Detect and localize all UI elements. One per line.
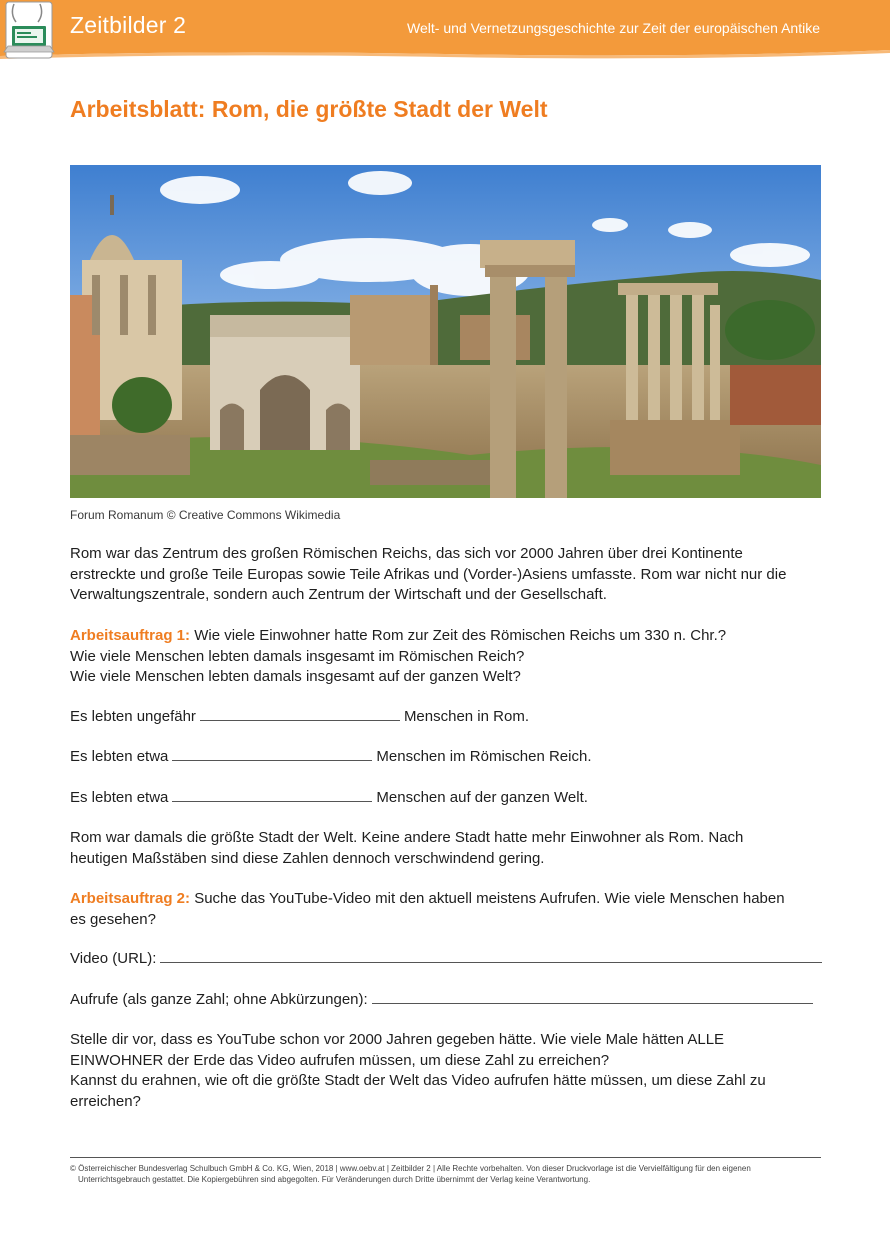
video-label: Video (URL): xyxy=(70,950,157,967)
fill-row-video xyxy=(70,949,826,969)
header-band xyxy=(0,0,890,62)
task2-question-cont: es gesehen? xyxy=(70,910,156,928)
closing-line: Kannst du erahnen, wie oft die größte Stadt der Welt das Video aufrufen hätte müssen, um diese Zahl zu xyxy=(70,1072,766,1089)
answer-blank-rome[interactable] xyxy=(200,707,400,721)
photo-caption: Forum Romanum © Creative Commons Wikimedia xyxy=(70,508,341,522)
intro-line: Verwaltungszentrale, sondern auch Zentrum der Wirtschaft und der Gesellschaft. xyxy=(70,586,607,603)
fill-row-world xyxy=(70,788,588,808)
forum-romanum-photo xyxy=(70,165,821,498)
views-label: Aufrufe (als ganze Zahl; ohne Abkürzungen): xyxy=(70,991,368,1008)
task2-label: Arbeitsauftrag 2: xyxy=(70,890,191,907)
task1-label: Arbeitsauftrag 1: xyxy=(70,627,191,644)
middle-line: heutigen Maßstäben sind diese Zahlen dennoch verschwindend gering. xyxy=(70,849,545,867)
header-subtitle: Welt- und Vernetzungsgeschichte zur Zeit der europäischen Antike xyxy=(407,20,820,36)
closing-line: erreichen? xyxy=(70,1092,141,1110)
task1-line: Wie viele Menschen lebten damals insgesamt im Römischen Reich? xyxy=(70,647,525,665)
fill-suffix: Menschen auf der ganzen Welt. xyxy=(376,789,588,806)
forum-romanum-illustration xyxy=(70,165,821,498)
fill-suffix: Menschen in Rom. xyxy=(403,708,529,725)
task2-question: Suche das YouTube-Video mit den aktuell meistens Aufrufen. Wie viele Menschen haben xyxy=(194,890,785,907)
footer-line: © Österreichischer Bundesverlag Schulbuch GmbH & Co. KG, Wien, 2018 | www.oebv.at | Zeitbilder 2 | Alle Rechte vorbehalten. Von dieser Druckvorlage ist die Vervielfältigung für den eigenen xyxy=(70,1164,751,1173)
middle-paragraph xyxy=(70,828,822,869)
laptop-worksheet-icon xyxy=(0,0,58,66)
task1-question: Wie viele Einwohner hatte Rom zur Zeit des Römischen Reichs um 330 n. Chr.? xyxy=(194,627,727,644)
middle-line: Rom war damals die größte Stadt der Welt. Keine andere Stadt hatte mehr Einwohner als Rom. Nach xyxy=(70,829,744,846)
task2-question-line xyxy=(70,889,822,910)
fill-prefix: Es lebten ungefähr xyxy=(70,708,196,725)
fill-row-rome xyxy=(70,707,529,727)
answer-blank-empire[interactable] xyxy=(172,747,372,761)
task1-block xyxy=(70,626,822,688)
task1-line: Wie viele Menschen lebten damals insgesamt auf der ganzen Welt? xyxy=(70,668,521,685)
fill-suffix: Menschen im Römischen Reich. xyxy=(376,748,592,765)
fill-row-empire xyxy=(70,747,592,767)
intro-line: erstreckte und große Teile Europas sowie Teile Afrikas und (Vorder-)Asiens umfasste. Rom war nicht nur die xyxy=(70,565,787,583)
answer-blank-world[interactable] xyxy=(172,788,372,802)
closing-line: EINWOHNER der Erde das Video aufrufen müssen, um diese Zahl zu erreichen? xyxy=(70,1051,610,1069)
task1-question-line xyxy=(70,626,822,647)
copyright-footer xyxy=(70,1163,830,1185)
answer-blank-views[interactable] xyxy=(372,990,813,1004)
closing-paragraph xyxy=(70,1030,822,1112)
brand-title: Zeitbilder 2 xyxy=(70,12,187,38)
fill-row-views xyxy=(70,990,817,1010)
answer-blank-video-url[interactable] xyxy=(160,949,822,963)
task2-block xyxy=(70,889,822,930)
fill-prefix: Es lebten etwa xyxy=(70,748,169,765)
footer-divider xyxy=(70,1157,821,1158)
intro-paragraph xyxy=(70,544,822,606)
page-title: Arbeitsblatt: Rom, die größte Stadt der Welt xyxy=(70,96,548,122)
intro-line: Rom war das Zentrum des großen Römischen Reichs, das sich vor 2000 Jahren über drei Kontinente xyxy=(70,545,743,562)
fill-prefix: Es lebten etwa xyxy=(70,789,169,806)
closing-line: Stelle dir vor, dass es YouTube schon vor 2000 Jahren gegeben hätte. Wie viele Male hätten ALLE xyxy=(70,1031,725,1048)
footer-line: Unterrichtsgebrauch gestattet. Die Kopiergebühren sind abgegolten. Für Veränderungen durch Dritte übernimmt der Verlag keine Verantwortung. xyxy=(78,1175,591,1184)
